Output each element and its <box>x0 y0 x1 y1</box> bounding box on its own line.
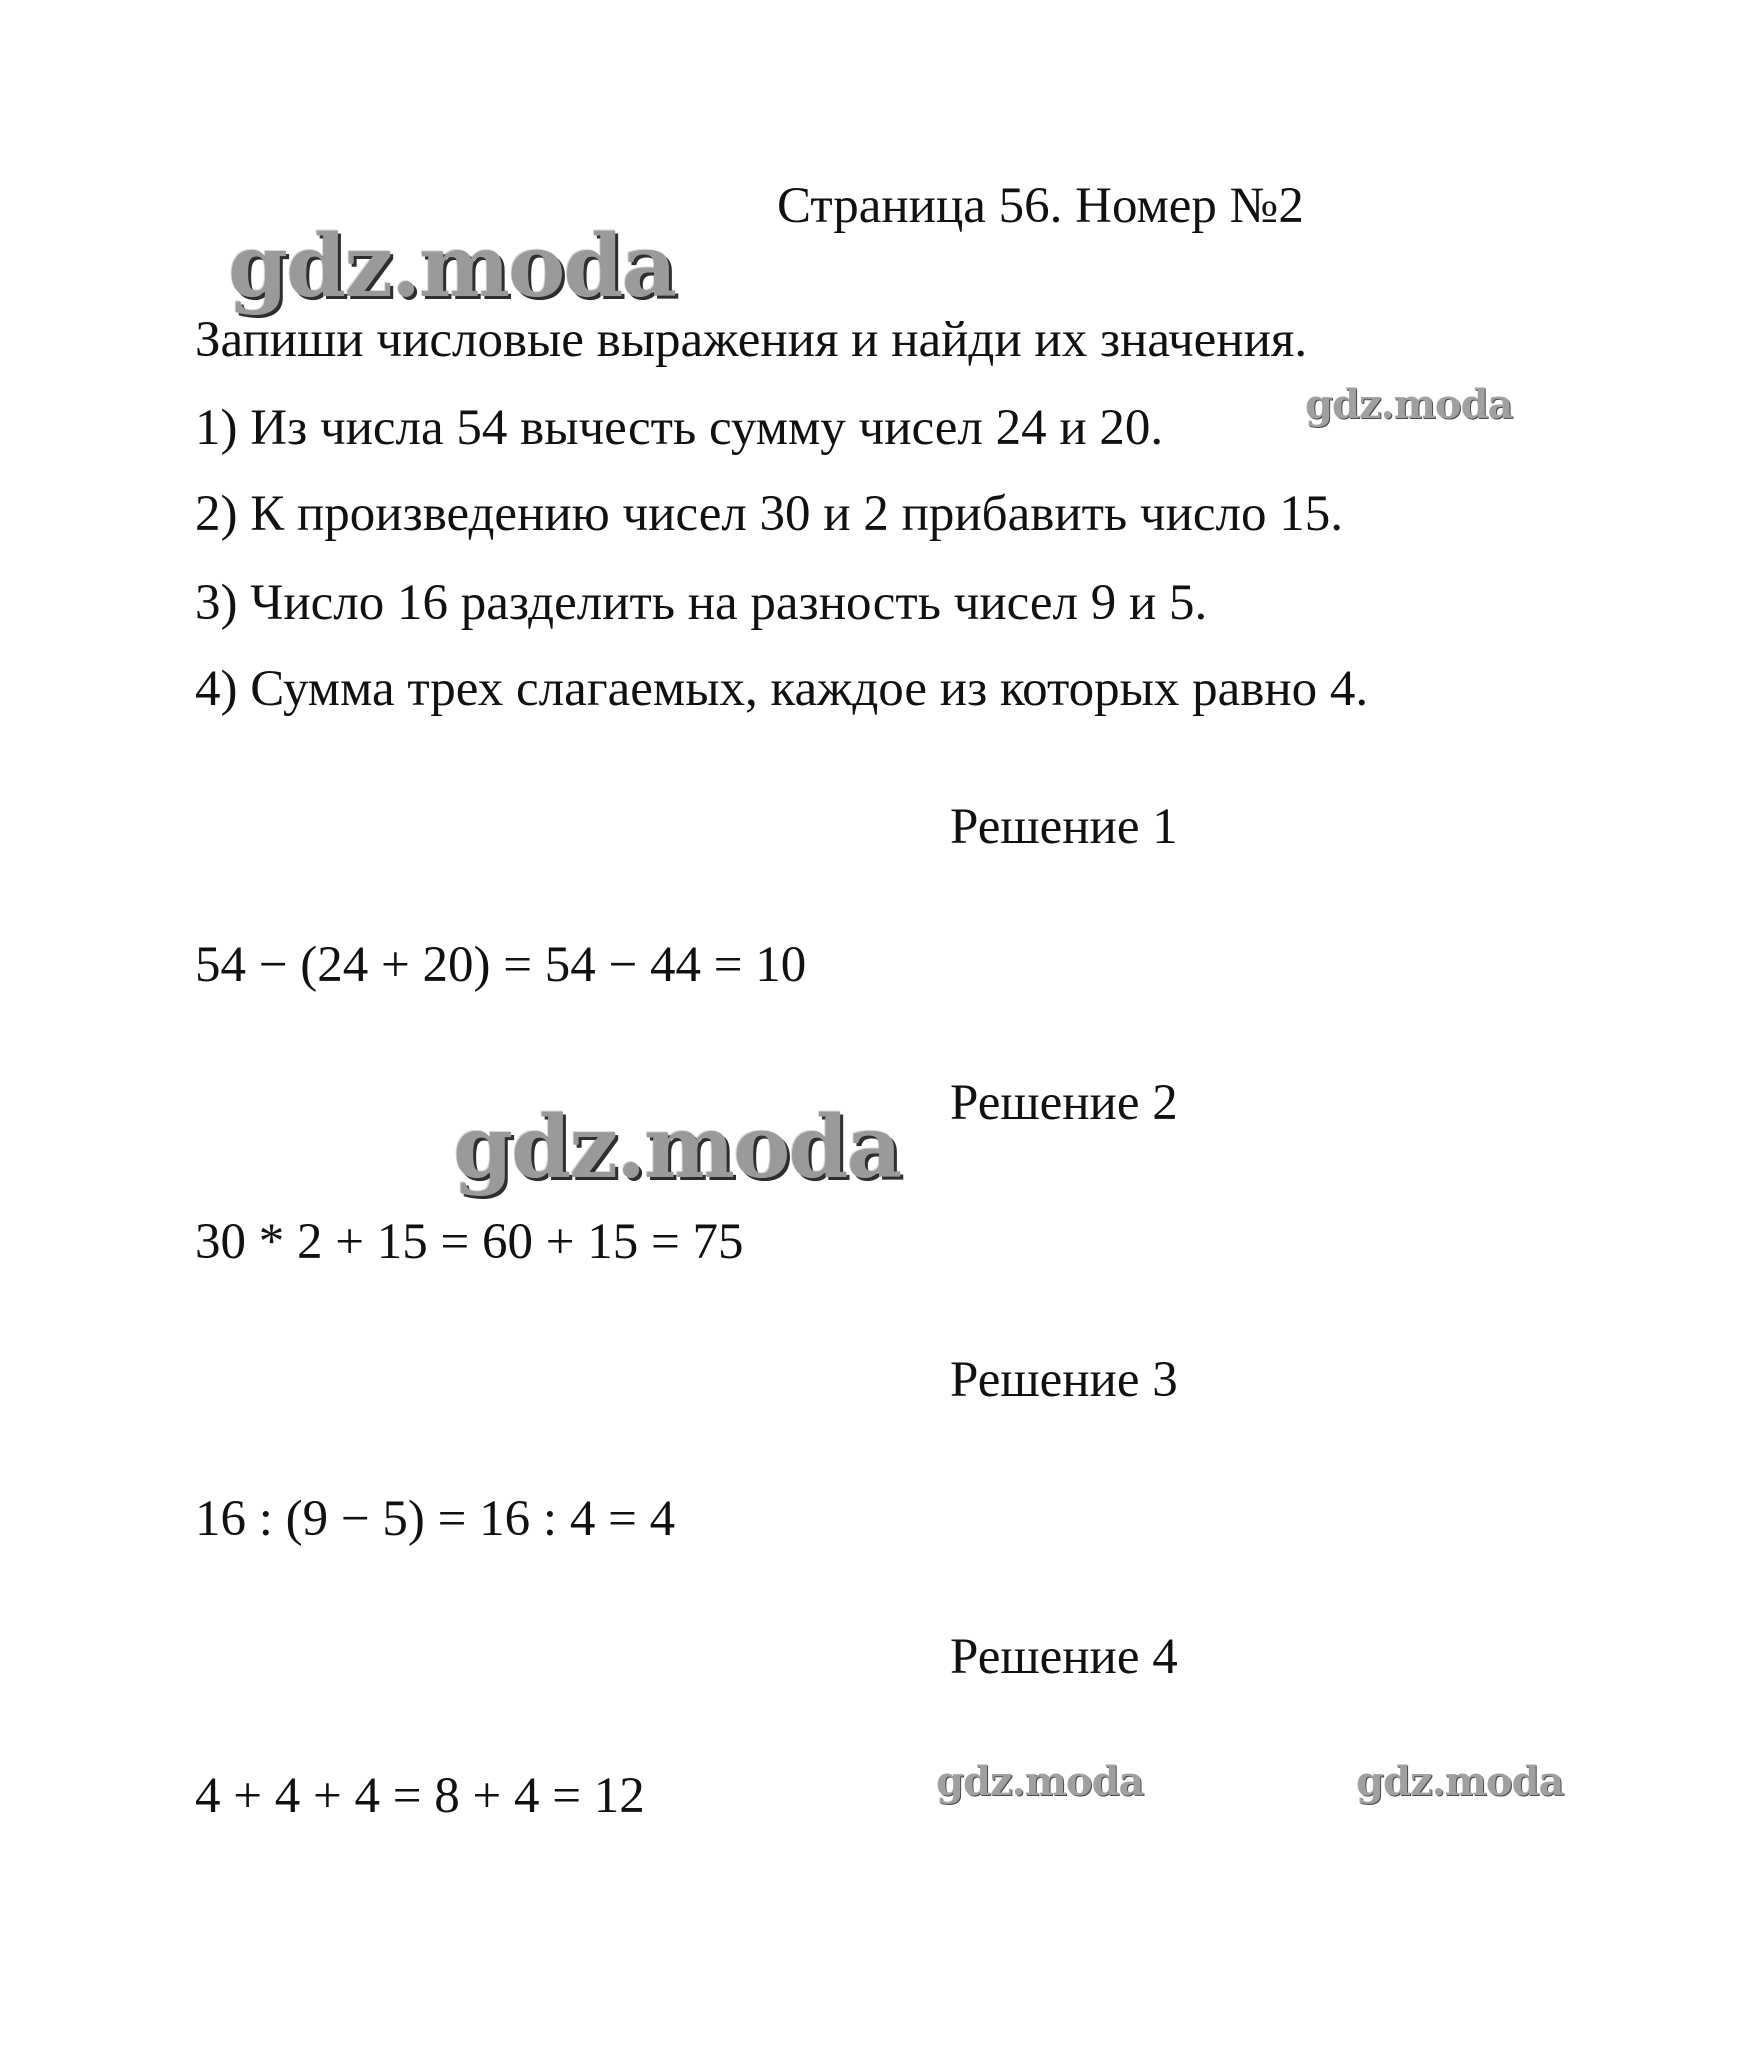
watermark-logo: gdz.moda <box>936 1758 1144 1805</box>
solution-expression-1: 54 − (24 + 20) = 54 − 44 = 10 <box>195 937 807 993</box>
task-instruction: Запиши числовые выражения и найди их значения. <box>195 312 1308 368</box>
solution-title-4: Решение 4 <box>950 1629 1178 1685</box>
task-item-2: 2) К произведению чисел 30 и 2 прибавить число 15. <box>195 486 1343 542</box>
solution-title-2: Решение 2 <box>950 1075 1178 1131</box>
task-item-4: 4) Сумма трех слагаемых, каждое из которых равно 4. <box>195 661 1369 717</box>
page-title: Страница 56. Номер №2 <box>777 178 1304 234</box>
watermark-logo: gdz.moda <box>453 1097 901 1198</box>
solution-expression-4: 4 + 4 + 4 = 8 + 4 = 12 <box>195 1768 645 1824</box>
solution-expression-2: 30 * 2 + 15 = 60 + 15 = 75 <box>195 1214 744 1270</box>
task-item-3: 3) Число 16 разделить на разность чисел 9 и 5. <box>195 575 1208 631</box>
watermark-logo: gdz.moda <box>228 216 676 317</box>
watermark-logo: gdz.moda <box>1305 381 1513 428</box>
task-item-1: 1) Из числа 54 вычесть сумму чисел 24 и 20. <box>195 400 1164 456</box>
solution-expression-3: 16 : (9 − 5) = 16 : 4 = 4 <box>195 1491 676 1547</box>
solution-title-1: Решение 1 <box>950 799 1178 855</box>
solution-title-3: Решение 3 <box>950 1352 1178 1408</box>
watermark-logo: gdz.moda <box>1356 1758 1564 1805</box>
